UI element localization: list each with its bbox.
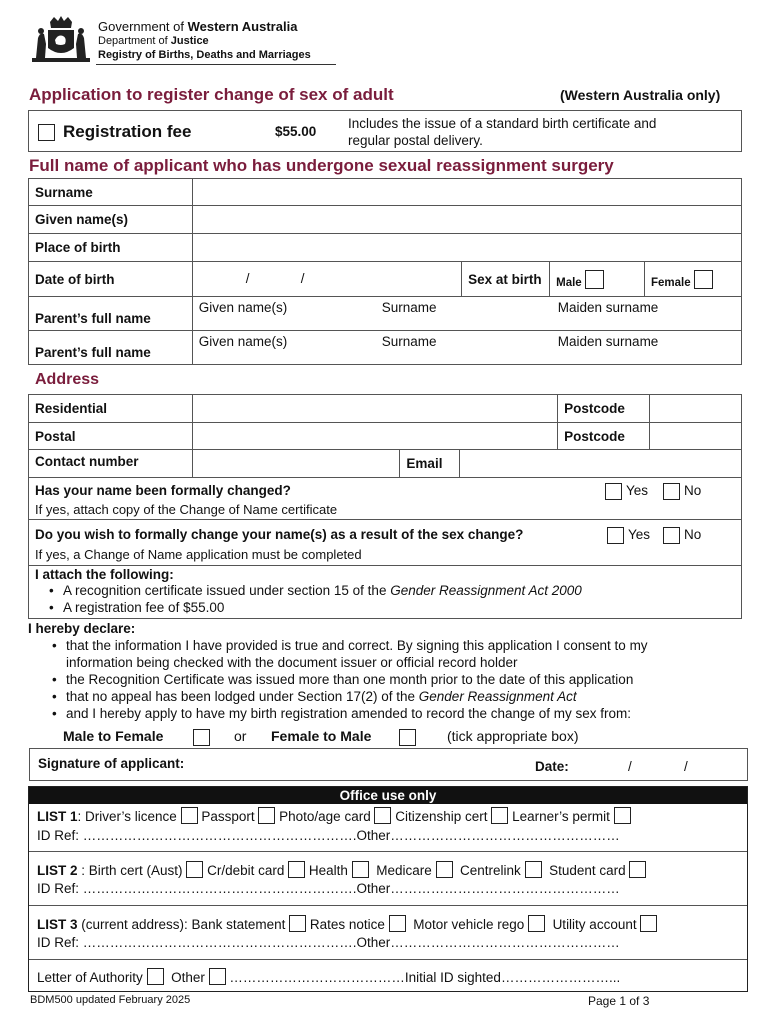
given-names-label: Given name(s) — [29, 206, 193, 234]
male-to-female-checkbox[interactable] — [193, 729, 210, 746]
female-checkbox[interactable] — [694, 270, 713, 289]
address-table — [28, 394, 742, 478]
motor-vehicle-rego-checkbox[interactable] — [528, 915, 545, 932]
declaration-list — [50, 637, 648, 722]
postcode-label: Postcode — [558, 423, 650, 450]
place-of-birth-label: Place of birth — [29, 234, 193, 262]
male-option[interactable]: Male — [550, 262, 645, 297]
female-to-male-checkbox[interactable] — [399, 729, 416, 746]
other-checkbox[interactable] — [209, 968, 226, 985]
bank-statement-checkbox[interactable] — [289, 915, 306, 932]
loa-row: Letter of Authority Other …………………………………Initial ID sighted……………………... — [37, 970, 621, 985]
postal-field[interactable] — [192, 423, 557, 450]
contact-number-field[interactable] — [192, 450, 400, 478]
utility-account-checkbox[interactable] — [640, 915, 657, 932]
surname-field[interactable] — [192, 179, 741, 206]
email-label: Email — [400, 450, 460, 478]
email-field[interactable] — [460, 450, 742, 478]
credit-card-checkbox[interactable] — [288, 861, 305, 878]
residential-postcode-field[interactable] — [650, 395, 742, 423]
wa-only-note: (Western Australia only) — [560, 87, 721, 103]
attach-item: • A registration fee of $55.00 — [47, 599, 582, 616]
wa-crest-logo — [30, 14, 92, 64]
office-use-heading: Office use only — [29, 787, 747, 804]
fee-description: Includes the issue of a standard birth certificate and regular postal delivery. — [348, 116, 657, 148]
health-checkbox[interactable] — [352, 861, 369, 878]
list1-idref[interactable]: ID Ref: …………………………………………………….Other…………………………………………… — [37, 828, 620, 843]
page-number: Page 1 of 3 — [588, 994, 650, 1008]
parent1-field[interactable]: Given name(s) Surname Maiden surname — [192, 297, 741, 331]
surname-label: Surname — [29, 179, 193, 206]
parent2-label: Parent’s full name — [29, 331, 193, 365]
passport-checkbox[interactable] — [258, 807, 275, 824]
date-of-birth-field[interactable]: / / — [192, 262, 461, 297]
declare-heading: I hereby declare: — [28, 621, 136, 636]
change-name-no-checkbox[interactable] — [663, 527, 680, 544]
parent1-label: Parent’s full name — [29, 297, 193, 331]
rates-notice-checkbox[interactable] — [389, 915, 406, 932]
registration-fee-checkbox[interactable] — [38, 124, 55, 141]
divider — [29, 905, 747, 906]
residential-label: Residential — [29, 395, 193, 423]
address-heading: Address — [35, 371, 100, 388]
header-rule — [96, 64, 336, 65]
centrelink-checkbox[interactable] — [525, 861, 542, 878]
form-code: BDM500 updated February 2025 — [30, 994, 191, 1006]
attachments-list — [47, 582, 582, 616]
drivers-licence-checkbox[interactable] — [181, 807, 198, 824]
list3-idref[interactable]: ID Ref: …………………………………………………….Other…………………………………………… — [37, 935, 620, 950]
contact-number-label: Contact number — [29, 450, 193, 478]
attachments-box: I attach the following: • A recognition certificate issued under section 15 of the Gender Reassignment Act 2000 • A registration fee of $55.00 — [28, 564, 742, 619]
name-changed-question: Has your name been formally changed? Yes No If yes, attach copy of the Change of Name certificate — [28, 477, 742, 520]
photo-age-card-checkbox[interactable] — [374, 807, 391, 824]
given-names-field[interactable] — [192, 206, 741, 234]
divider — [29, 851, 747, 852]
fee-amount: $55.00 — [275, 124, 317, 139]
sex-at-birth-label: Sex at birth — [462, 262, 550, 297]
postal-label: Postal — [29, 423, 193, 450]
office-use-box — [28, 786, 748, 992]
name-changed-yes-checkbox[interactable] — [605, 483, 622, 500]
org-header: Government of Western Australia Department of Justice Registry of Births, Deaths and Marriages — [98, 19, 311, 61]
medicare-checkbox[interactable] — [436, 861, 453, 878]
postcode-label: Postcode — [558, 395, 650, 423]
place-of-birth-field[interactable] — [192, 234, 741, 262]
date-of-birth-label: Date of birth — [29, 262, 193, 297]
change-name-yes-checkbox[interactable] — [607, 527, 624, 544]
applicant-heading: Full name of applicant who has undergone sexual reassignment surgery — [29, 156, 614, 175]
declare-item: • the Recognition Certificate was issued more than one month prior to the date of this application — [50, 671, 648, 688]
list2-idref[interactable]: ID Ref: …………………………………………………….Other…………………………………………… — [37, 881, 620, 896]
declare-item: • that no appeal has been lodged under Section 17(2) of the Gender Reassignment Act — [50, 688, 648, 705]
fee-box — [28, 110, 742, 152]
female-option[interactable]: Female — [645, 262, 742, 297]
list3-row: LIST 3 (current address): Bank statement Rates notice Motor vehicle rego Utility account — [37, 915, 657, 932]
postal-postcode-field[interactable] — [650, 423, 742, 450]
signature-box[interactable]: Signature of applicant: Date: / / — [29, 748, 748, 781]
applicant-table — [28, 178, 742, 365]
parent2-field[interactable]: Given name(s) Surname Maiden surname — [192, 331, 741, 365]
learners-permit-checkbox[interactable] — [614, 807, 631, 824]
student-card-checkbox[interactable] — [629, 861, 646, 878]
page-title: Application to register change of sex of adult — [29, 85, 394, 104]
attach-item: • A recognition certificate issued under section 15 of the Gender Reassignment Act 2000 — [47, 582, 582, 599]
declare-item: • and I hereby apply to have my birth registration amended to record the change of my sex from: — [50, 705, 648, 722]
male-checkbox[interactable] — [585, 270, 604, 289]
change-name-question: Do you wish to formally change your name(s) as a result of the sex change? Yes No If yes, a Change of Name application must be completed — [28, 519, 742, 566]
divider — [29, 959, 747, 960]
name-changed-no-checkbox[interactable] — [663, 483, 680, 500]
list2-row: LIST 2 : Birth cert (Aust) Cr/debit card Health Medicare Centrelink Student card — [37, 861, 646, 878]
residential-field[interactable] — [192, 395, 557, 423]
letter-of-authority-checkbox[interactable] — [147, 968, 164, 985]
birth-cert-checkbox[interactable] — [186, 861, 203, 878]
registration-fee-label: Registration fee — [63, 122, 192, 141]
list1-row: LIST 1: Driver’s licence Passport Photo/age card Citizenship cert Learner’s permit — [37, 807, 631, 824]
citizenship-cert-checkbox[interactable] — [491, 807, 508, 824]
declare-item: • that the information I have provided is true and correct. By signing this application I consent to my information being checked with the document issuer or official record holder — [50, 637, 648, 671]
